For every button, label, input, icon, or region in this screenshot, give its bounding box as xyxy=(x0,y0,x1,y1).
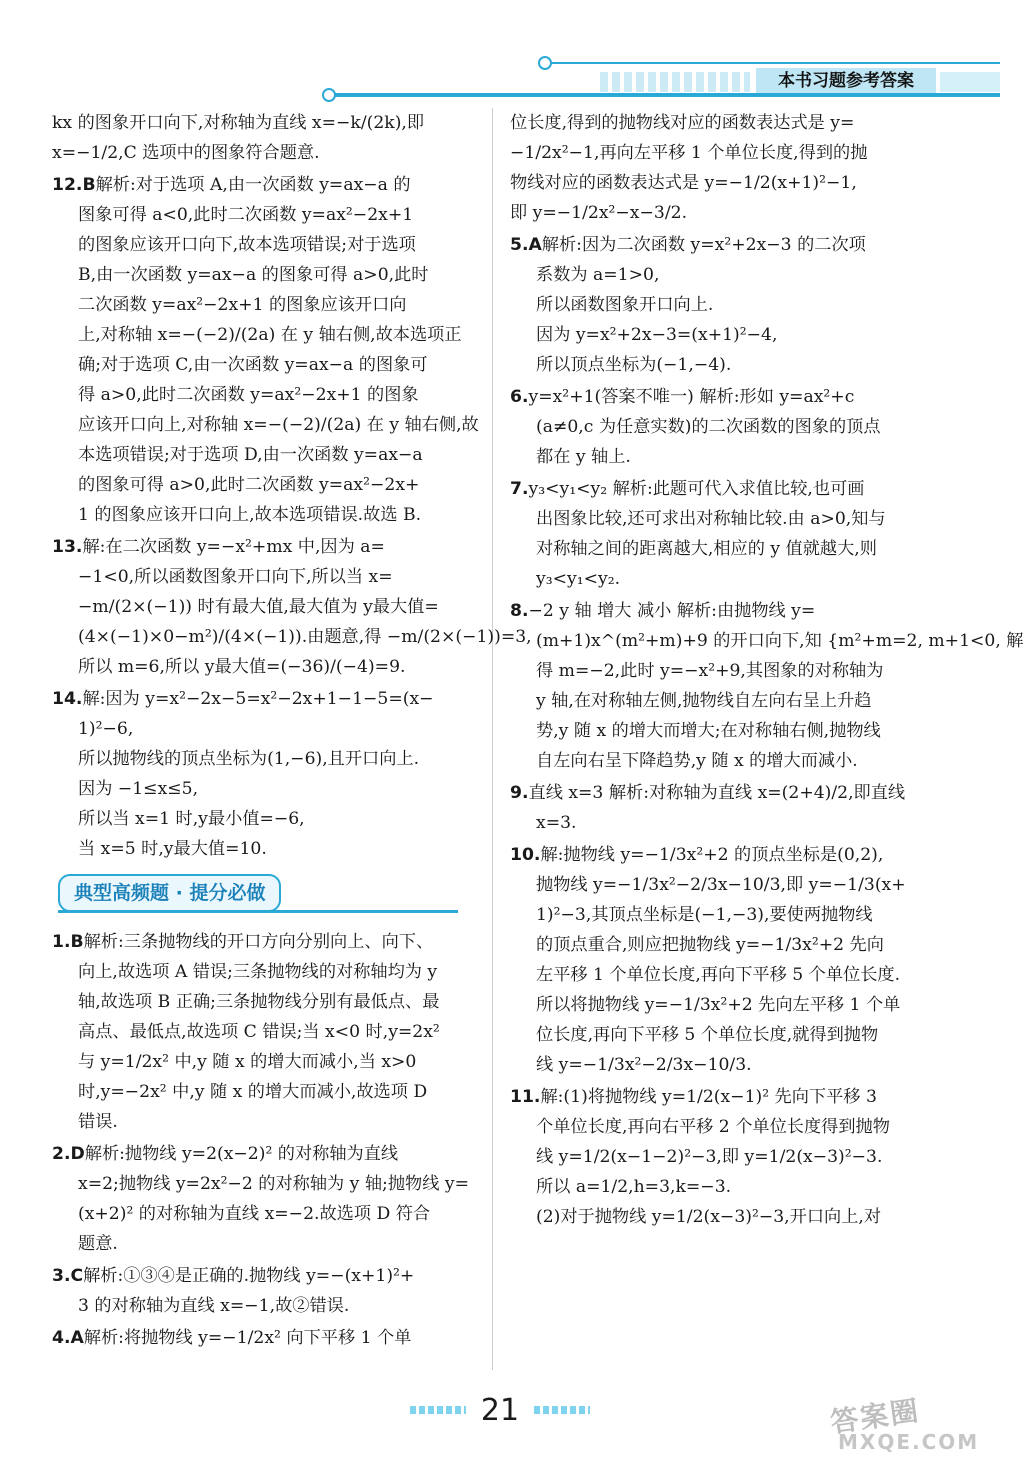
answer-text: −m/(2×(−1)) 时有最大值,最大值为 y最大值= xyxy=(78,597,439,617)
answer-text: 本选项错误;对于选项 D,由一次函数 y=ax−a xyxy=(78,445,423,465)
answer-text: 势,y 随 x 的增大而增大;在对称轴右侧,抛物线 xyxy=(536,721,881,741)
answer-text: −2 y 轴 增大 减小 解析:由抛物线 y= xyxy=(528,601,816,621)
answer-line xyxy=(52,1169,482,1199)
answer-text: (4×(−1)×0−m²)/(4×(−1)).由题意,得 −m/(2×(−1))=3, xyxy=(78,627,532,647)
answer-text: 个单位长度,再向右平移 2 个单位长度得到抛物 xyxy=(536,1117,890,1137)
answer-line xyxy=(510,778,940,808)
answer-line xyxy=(510,320,940,350)
answer-text: 3 的对称轴为直线 x=−1,故②错误. xyxy=(78,1296,350,1316)
answer-line xyxy=(52,440,482,470)
answer-line xyxy=(510,474,940,504)
answer-text: 的图象应该开口向下,故本选项错误;对于选项 xyxy=(78,235,416,255)
answer-text: 解:因为 y=x²−2x−5=x²−2x+1−1−5=(x− xyxy=(82,689,434,709)
answer-line xyxy=(510,108,940,138)
answer-text: −1/2x²−1,再向左平移 1 个单位长度,得到的抛 xyxy=(510,143,868,163)
answer-line xyxy=(510,960,940,990)
answer-number: 1.B xyxy=(52,932,84,952)
answer-text: 出图象比较,还可求出对称轴比较.由 a>0,知与 xyxy=(536,509,886,529)
answer-text: 抛物线 y=−1/3x²−2/3x−10/3,即 y=−1/3(x+ xyxy=(536,875,906,895)
answer-text: 左平移 1 个单位长度,再向下平移 5 个单位长度. xyxy=(536,965,901,985)
answer-line xyxy=(52,200,482,230)
answer-text: 图象可得 a<0,此时二次函数 y=ax²−2x+1 xyxy=(78,205,414,225)
answer-line xyxy=(52,1107,482,1137)
answer-text: 解:在二次函数 y=−x²+mx 中,因为 a= xyxy=(82,537,385,557)
answer-line xyxy=(510,1050,940,1080)
answer-text: y=x²+1(答案不唯一) 解析:形如 y=ax²+c xyxy=(528,387,855,407)
answer-line xyxy=(510,900,940,930)
answer-text: 所以将抛物线 y=−1/3x²+2 先向左平移 1 个单 xyxy=(536,995,901,1015)
answer-line xyxy=(52,744,482,774)
watermark-url: MXQE.COM xyxy=(838,1430,980,1454)
answer-line xyxy=(510,626,1023,656)
answer-text: 物线对应的函数表达式是 y=−1/2(x+1)²−1, xyxy=(510,173,857,193)
answer-number: 12.B xyxy=(52,175,96,195)
answer-text: −1<0,所以函数图象开口向下,所以当 x= xyxy=(78,567,393,587)
answer-line xyxy=(52,138,482,168)
answer-text: 所以抛物线的顶点坐标为(1,−6),且开口向上. xyxy=(78,749,420,769)
answer-text: 因为 y=x²+2x−3=(x+1)²−4, xyxy=(536,325,778,345)
answer-text: 所以当 x=1 时,y最小值=−6, xyxy=(78,809,305,829)
answer-line xyxy=(510,1142,940,1172)
answer-item-p4b xyxy=(510,108,940,228)
answer-number: 9. xyxy=(510,783,529,803)
answer-line xyxy=(52,1229,482,1259)
answer-line xyxy=(510,656,940,686)
answer-text: 二次函数 y=ax²−2x+1 的图象应该开口向 xyxy=(78,295,407,315)
answer-text: 解:(1)将抛物线 y=1/2(x−1)² 先向下平移 3 xyxy=(540,1087,877,1107)
answer-item-p4 xyxy=(52,1323,482,1353)
answer-line xyxy=(510,930,940,960)
watermark-logo: 答案圈 xyxy=(828,1393,923,1440)
answer-text: 解析:①③④是正确的.抛物线 y=−(x+1)²+ xyxy=(83,1266,415,1286)
answer-text: 线 y=1/2(x−1−2)²−3,即 y=1/2(x−3)²−3. xyxy=(536,1147,883,1167)
answer-text: 时,y=−2x² 中,y 随 x 的增大而减小,故选项 D xyxy=(78,1082,428,1102)
answer-text: x=−1/2,C 选项中的图象符合题意. xyxy=(52,143,320,163)
answer-line xyxy=(52,230,482,260)
answer-text: kx 的图象开口向下,对称轴为直线 x=−k/(2k),即 xyxy=(52,113,425,133)
answer-line xyxy=(52,1139,482,1169)
answer-text: 得 m=−2,此时 y=−x²+9,其图象的对称轴为 xyxy=(536,661,884,681)
answer-text: 1 的图象应该开口向上,故本选项错误.故选 B. xyxy=(78,505,422,525)
answer-line xyxy=(510,1112,940,1142)
header-tail xyxy=(940,72,1000,92)
answer-text: 位长度,再向下平移 5 个单位长度,就得到抛物 xyxy=(536,1025,879,1045)
answer-text: 解析:因为二次函数 y=x²+2x−3 的二次项 xyxy=(541,235,866,255)
answer-line xyxy=(510,596,940,626)
answer-line xyxy=(510,138,940,168)
answer-item-p5 xyxy=(510,230,940,380)
answer-text: 即 y=−1/2x²−x−3/2. xyxy=(510,203,688,223)
answer-line xyxy=(510,504,940,534)
answer-line xyxy=(52,957,482,987)
answer-text: 所以顶点坐标为(−1,−4). xyxy=(536,355,732,375)
answer-item-p9 xyxy=(510,778,940,838)
left-practice-answers xyxy=(52,927,482,1353)
answer-text: 当 x=5 时,y最大值=10. xyxy=(78,839,267,859)
answer-text: 解析:三条抛物线的开口方向分别向上、向下、 xyxy=(83,932,434,952)
answer-item-p2 xyxy=(52,1139,482,1259)
answer-text: 确;对于选项 C,由一次函数 y=ax−a 的图象可 xyxy=(78,355,428,375)
answer-line xyxy=(52,1323,482,1353)
answer-text: 应该开口向上,对称轴 x=−(−2)/(2a) 在 y 轴右侧,故 xyxy=(78,415,479,435)
answer-item-p3 xyxy=(52,1261,482,1321)
answer-line xyxy=(510,1172,940,1202)
header-dot-icon-left xyxy=(322,88,336,102)
answer-item-q12 xyxy=(52,170,482,530)
answer-line xyxy=(510,564,940,594)
answer-line xyxy=(510,412,940,442)
answer-item-q14 xyxy=(52,684,482,864)
answer-text: B,由一次函数 y=ax−a 的图象可得 a>0,此时 xyxy=(78,265,429,285)
answer-text: 对称轴之间的距离越大,相应的 y 值就越大,则 xyxy=(536,539,877,559)
answer-item-p6 xyxy=(510,382,940,472)
answer-number: 5.A xyxy=(510,235,542,255)
answer-line xyxy=(510,290,940,320)
header-top-rule xyxy=(548,62,1000,64)
answer-line xyxy=(52,804,482,834)
answer-item-p7 xyxy=(510,474,940,594)
answer-text: 所以 m=6,所以 y最大值=(−36)/(−4)=9. xyxy=(78,657,406,677)
answer-item-p8 xyxy=(510,596,1023,776)
answer-text: 线 y=−1/3x²−2/3x−10/3. xyxy=(536,1055,752,1075)
answer-line xyxy=(52,500,482,530)
answer-line xyxy=(510,716,940,746)
answer-line xyxy=(52,1199,482,1229)
answer-text: 向上,故选项 A 错误;三条抛物线的对称轴均为 y xyxy=(78,962,438,982)
answer-line xyxy=(52,1261,482,1291)
answer-number: 10. xyxy=(510,845,541,865)
answer-line xyxy=(52,1077,482,1107)
answer-line xyxy=(510,534,940,564)
header-pattern xyxy=(600,72,750,92)
answer-text: x=2;抛物线 y=2x²−2 的对称轴为 y 轴;抛物线 y= xyxy=(78,1174,469,1194)
answer-text: (x+2)² 的对称轴为直线 x=−2.故选项 D 符合 xyxy=(78,1204,431,1224)
answer-text: y₃<y₁<y₂. xyxy=(536,569,621,589)
answer-line xyxy=(52,927,482,957)
answer-text: 都在 y 轴上. xyxy=(536,447,631,467)
answer-line xyxy=(510,198,940,228)
answer-item-c11 xyxy=(52,108,482,168)
answer-line xyxy=(52,170,482,200)
answer-line xyxy=(52,714,482,744)
answer-item-p1 xyxy=(52,927,482,1137)
header-rule xyxy=(330,93,1000,97)
answer-line xyxy=(52,622,532,652)
answer-item-p11 xyxy=(510,1082,940,1232)
answer-line xyxy=(52,1017,482,1047)
answer-text: 自左向右呈下降趋势,y 随 x 的增大而减小. xyxy=(536,751,858,771)
answer-number: 7. xyxy=(510,479,529,499)
answer-number: 4.A xyxy=(52,1328,84,1348)
answer-number: 14. xyxy=(52,689,83,709)
answer-text: 解析:抛物线 y=2(x−2)² 的对称轴为直线 xyxy=(84,1144,399,1164)
answer-text: y 轴,在对称轴左侧,抛物线自左向右呈上升趋 xyxy=(536,691,872,711)
answer-line xyxy=(510,990,940,1020)
page-number: 21 xyxy=(480,1393,520,1428)
answer-line xyxy=(52,834,482,864)
answer-line xyxy=(510,442,940,472)
answer-text: 解析:将抛物线 y=−1/2x² 向下平移 1 个单 xyxy=(83,1328,412,1348)
answer-text: x=3. xyxy=(536,813,577,833)
header-tag: 本书习题参考答案 xyxy=(756,68,936,94)
answer-text: 直线 x=3 解析:对称轴为直线 x=(2+4)/2,即直线 xyxy=(528,783,906,803)
answer-text: 系数为 a=1>0, xyxy=(536,265,660,285)
answer-line xyxy=(510,1202,940,1232)
answer-text: 得 a>0,此时二次函数 y=ax²−2x+1 的图象 xyxy=(78,385,419,405)
answer-line xyxy=(510,382,940,412)
answer-line xyxy=(52,320,482,350)
answer-text: 的顶点重合,则应把抛物线 y=−1/3x²+2 先向 xyxy=(536,935,884,955)
answer-text: 1)²−3,其顶点坐标是(−1,−3),要使两抛物线 xyxy=(536,905,873,925)
answer-line xyxy=(52,350,482,380)
answer-number: 6. xyxy=(510,387,529,407)
header-dot-icon xyxy=(538,56,552,70)
answer-line xyxy=(510,870,940,900)
answer-line xyxy=(52,684,482,714)
answer-number: 3.C xyxy=(52,1266,84,1286)
answer-line xyxy=(52,1047,482,1077)
answer-text: 错误. xyxy=(78,1112,118,1132)
answer-text: 与 y=1/2x² 中,y 随 x 的增大而减小,当 x>0 xyxy=(78,1052,417,1072)
answer-line xyxy=(52,108,482,138)
answer-number: 2.D xyxy=(52,1144,85,1164)
answer-text: 的图象可得 a>0,此时二次函数 y=ax²−2x+ xyxy=(78,475,420,495)
answer-text: 因为 −1≤x≤5, xyxy=(78,779,199,799)
answer-text: (a≠0,c 为任意实数)的二次函数的图象的顶点 xyxy=(536,417,881,437)
answer-text: 位长度,得到的抛物线对应的函数表达式是 y= xyxy=(510,113,855,133)
answer-line xyxy=(52,592,482,622)
answer-line xyxy=(510,1082,940,1112)
column-divider xyxy=(492,108,493,1370)
answer-line xyxy=(52,652,482,682)
answer-text: 所以函数图象开口向上. xyxy=(536,295,714,315)
page-number-deco-left xyxy=(410,1406,466,1414)
answer-line xyxy=(510,808,940,838)
answer-text: (m+1)x^(m²+m)+9 的开口向下,知 {m²+m=2, m+1<0, 解 xyxy=(536,631,1023,651)
answer-text: 1)²−6, xyxy=(78,719,134,739)
answer-item-p10 xyxy=(510,840,940,1080)
answer-line xyxy=(510,230,940,260)
answer-text: 题意. xyxy=(78,1234,118,1254)
answer-line xyxy=(510,260,940,290)
answer-line xyxy=(510,1020,940,1050)
right-column xyxy=(510,108,1023,1234)
answer-item-q13 xyxy=(52,532,532,682)
answer-text: 高点、最低点,故选项 C 错误;当 x<0 时,y=2x² xyxy=(78,1022,440,1042)
answer-line xyxy=(52,380,482,410)
right-answers xyxy=(510,108,1023,1232)
answer-line xyxy=(52,987,482,1017)
answer-line xyxy=(52,470,482,500)
answer-line xyxy=(52,562,482,592)
answer-text: 上,对称轴 x=−(−2)/(2a) 在 y 轴右侧,故本选项正 xyxy=(78,325,462,345)
answer-text: (2)对于抛物线 y=1/2(x−3)²−3,开口向上,对 xyxy=(536,1207,882,1227)
section-title: 典型高频题 · 提分必做 xyxy=(58,874,281,912)
answer-line xyxy=(510,350,940,380)
answer-line xyxy=(52,410,482,440)
answer-line xyxy=(510,840,940,870)
answer-line xyxy=(52,1291,482,1321)
page-number-deco-right xyxy=(534,1406,590,1414)
answer-line xyxy=(52,260,482,290)
answer-number: 11. xyxy=(510,1087,541,1107)
answer-line xyxy=(510,686,940,716)
answer-text: 解析:对于选项 A,由一次函数 y=ax−a 的 xyxy=(95,175,411,195)
answer-line xyxy=(510,168,940,198)
answer-line xyxy=(510,746,940,776)
answer-line xyxy=(52,290,482,320)
answer-text: 解:抛物线 y=−1/3x²+2 的顶点坐标是(0,2), xyxy=(540,845,884,865)
answer-line xyxy=(52,774,482,804)
answer-text: 轴,故选项 B 正确;三条抛物线分别有最低点、最 xyxy=(78,992,440,1012)
answer-number: 8. xyxy=(510,601,529,621)
answer-number: 13. xyxy=(52,537,83,557)
answer-text: y₃<y₁<y₂ 解析:此题可代入求值比较,也可画 xyxy=(528,479,865,499)
answer-line xyxy=(52,532,482,562)
answer-text: 所以 a=1/2,h=3,k=−3. xyxy=(536,1177,732,1197)
